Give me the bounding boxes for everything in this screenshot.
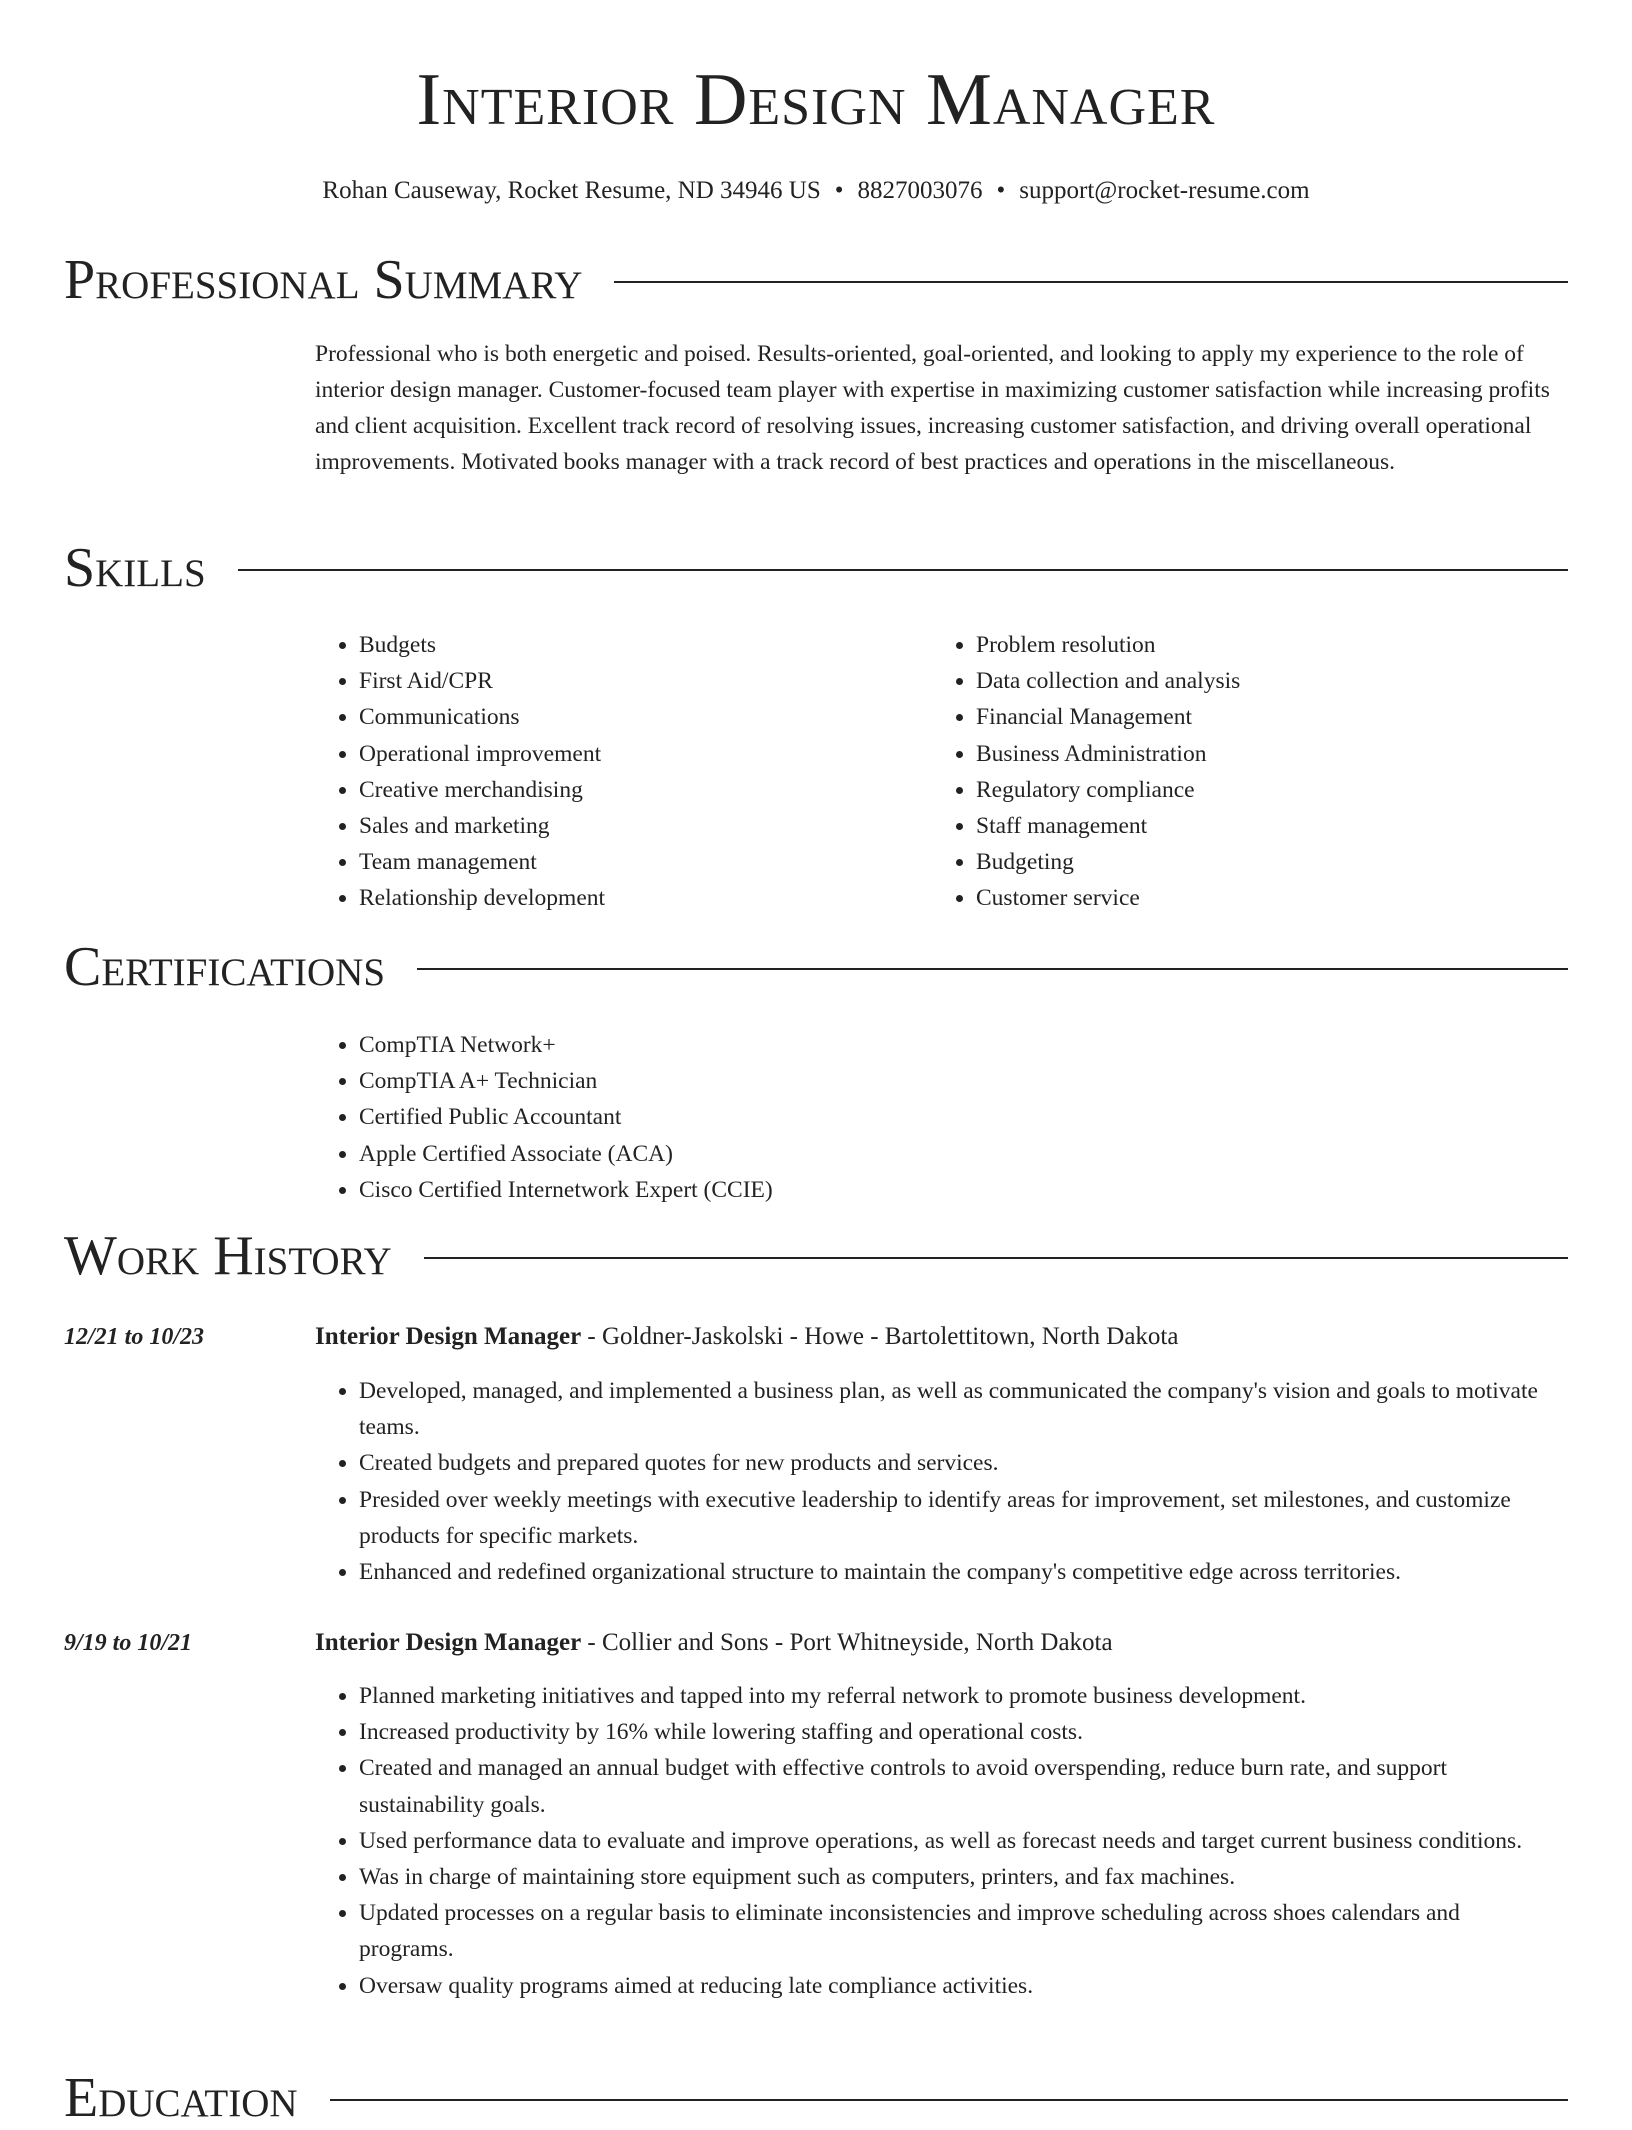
skills-section-header [64, 538, 1568, 600]
resume-name: Interior Design Manager [416, 59, 1216, 141]
job-employer-location: - Collier and Sons - Port Whitneyside, North Dakota [581, 1629, 1113, 1656]
job-title: Interior Design Manager [315, 1323, 582, 1350]
skill-item: • Communications [359, 699, 605, 735]
section-divider [424, 1257, 1568, 1259]
job-bullet: • Enhanced and redefined organizational structure to maintain the company's competitive edge across territories. [359, 1554, 1560, 1590]
job-title: Interior Design Manager [315, 1629, 582, 1656]
summary-section-header [64, 250, 1568, 312]
work-history-section-header [64, 1226, 1568, 1288]
certifications-heading: Certifications [64, 936, 386, 998]
contact-line [0, 174, 1632, 208]
job-bullet: • Was in charge of maintaining store equipment such as computers, printers, and fax machines. [359, 1859, 1560, 1895]
skill-item: • Team management [359, 844, 605, 880]
contact-address: Rohan Causeway, Rocket Resume, ND 34946 US [322, 177, 821, 204]
skill-item: • Customer service [976, 880, 1240, 916]
job-employer-location: - Goldner-Jaskolski - Howe - Bartolettitown, North Dakota [581, 1323, 1179, 1350]
skill-item: • Budgeting [976, 844, 1240, 880]
job-dates: 9/19 to 10/21 [64, 1630, 193, 1656]
job-bullet: • Created budgets and prepared quotes for new products and services. [359, 1445, 1560, 1481]
contact-phone: 8827003076 [857, 177, 983, 204]
job-bullet-list [315, 1678, 1560, 2004]
skill-item: • Regulatory compliance [976, 772, 1240, 808]
skill-item: • Budgets [359, 627, 605, 663]
certifications-column [315, 1027, 773, 1208]
job-bullet: • Created and managed an annual budget with effective controls to avoid overspending, reduce burn rate, and support sustainability goals. [359, 1750, 1560, 1822]
skills-heading: Skills [64, 537, 206, 599]
certification-item: • Certified Public Accountant [359, 1099, 773, 1135]
job-bullet: • Increased productivity by 16% while lowering staffing and operational costs. [359, 1714, 1560, 1750]
job-title-line [315, 1626, 1560, 1660]
work-history-heading: Work History [64, 1225, 392, 1287]
job-bullet: • Developed, managed, and implemented a business plan, as well as communicated the company's vision and goals to motivate teams. [359, 1373, 1560, 1445]
job-responsibilities [315, 1373, 1560, 1590]
job-bullet: • Presided over weekly meetings with executive leadership to identify areas for improvement, set milestones, and customize products for specific markets. [359, 1482, 1560, 1554]
skill-item: • Relationship development [359, 880, 605, 916]
section-divider [330, 2099, 1568, 2101]
section-divider [238, 569, 1568, 571]
certification-item: • CompTIA Network+ [359, 1027, 773, 1063]
education-section-header [64, 2068, 1568, 2130]
certifications-section-header [64, 937, 1568, 999]
job-bullet-list [315, 1373, 1560, 1590]
skill-item: • Data collection and analysis [976, 663, 1240, 699]
skill-item: • Problem resolution [976, 627, 1240, 663]
job-bullet: • Planned marketing initiatives and tapped into my referral network to promote business development. [359, 1678, 1560, 1714]
skill-item: • Sales and marketing [359, 808, 605, 844]
summary-text: Professional who is both energetic and poised. Results-oriented, goal-oriented, and looking to apply my experience to the role of interior design manager. Customer-focused team player with expertise in maximizing customer satisfaction while increasing profits and client acquisition. Excellent track record of resolving issues, increasing customer satisfaction, and driving overall operational improvements. Motivated books manager with a track record of best practices and operations in the miscellaneous. [315, 341, 1550, 475]
skill-item: • Financial Management [976, 699, 1240, 735]
job-responsibilities [315, 1678, 1560, 2004]
skill-item: • Business Administration [976, 736, 1240, 772]
contact-email: support@rocket-resume.com [1019, 177, 1310, 204]
summary-heading: Professional Summary [64, 249, 583, 311]
skills-left-list [315, 627, 605, 917]
certifications-list [315, 1027, 773, 1208]
job-bullet: • Oversaw quality programs aimed at reducing late compliance activities. [359, 1968, 1560, 2004]
certification-item: • Apple Certified Associate (ACA) [359, 1136, 773, 1172]
skill-item: • Operational improvement [359, 736, 605, 772]
job-title-line [315, 1320, 1560, 1354]
job-bullet: • Updated processes on a regular basis to eliminate inconsistencies and improve scheduling across shoes calendars and programs. [359, 1895, 1560, 1967]
skill-item: • First Aid/CPR [359, 663, 605, 699]
skills-right-list [932, 627, 1240, 917]
skills-left-column [315, 627, 605, 917]
certification-item: • CompTIA A+ Technician [359, 1063, 773, 1099]
contact-separator: • [834, 177, 844, 204]
skills-right-column [932, 627, 1240, 917]
section-divider [417, 968, 1568, 970]
contact-separator: • [996, 177, 1006, 204]
skill-item: • Creative merchandising [359, 772, 605, 808]
education-heading: Education [64, 2067, 298, 2129]
skill-item: • Staff management [976, 808, 1240, 844]
section-divider [614, 281, 1568, 283]
job-bullet: • Used performance data to evaluate and improve operations, as well as forecast needs and target current business conditions. [359, 1823, 1560, 1859]
certification-item: • Cisco Certified Internetwork Expert (CCIE) [359, 1172, 773, 1208]
job-dates: 12/21 to 10/23 [64, 1324, 205, 1350]
